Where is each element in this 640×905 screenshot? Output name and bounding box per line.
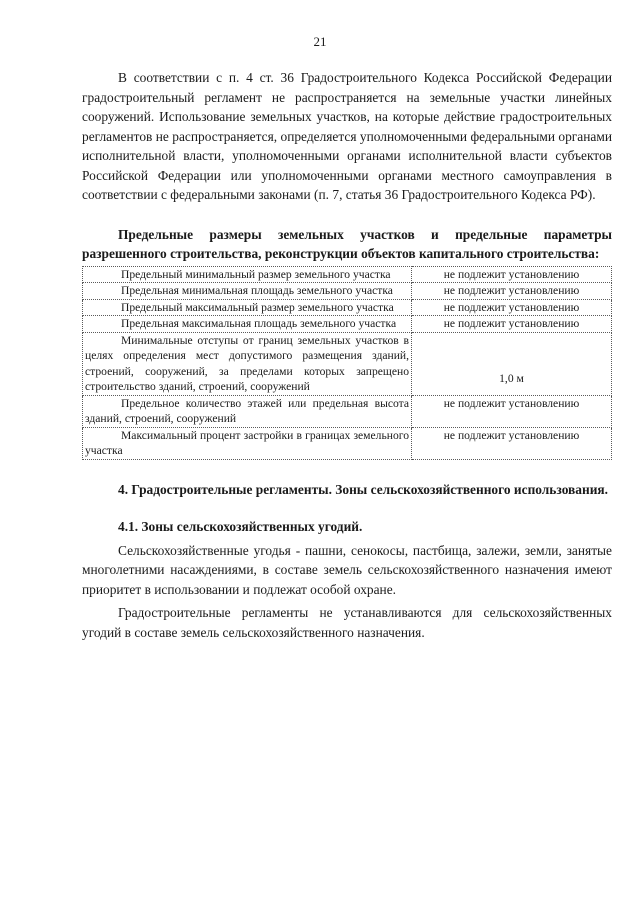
table-heading: Предельные размеры земельных участков и предельные параметры разрешенного строительства, реконструкции объектов капитального строительства: [82,226,612,261]
parameter-cell: Максимальный процент застройки в границах земельного участка [83,427,412,459]
parameter-cell: Предельное количество этажей или предельная высота зданий, строений, сооружений [83,395,412,427]
table-row [83,283,612,300]
table-row [83,266,612,283]
parameter-cell: Предельный минимальный размер земельного участка [83,266,412,283]
table-row [83,332,612,395]
value-cell: не подлежит установлению [412,395,612,427]
value-cell: не подлежит установлению [412,316,612,333]
regulations-paragraph: Градостроительные регламенты не устанавливаются для сельскохозяйственных угодий в составе земель сельскохозяйственного назначения. [82,605,612,640]
table-row [83,316,612,333]
parameter-cell: Минимальные отступы от границ земельных участков в целях определения мест допустимого размещения зданий, строений, сооружений, за пределами которых запрещено строительство зданий, строений, сооружений [83,332,412,395]
parameter-cell: Предельная минимальная площадь земельного участка [83,283,412,300]
value-cell: не подлежит установлению [412,283,612,300]
parameters-table [82,266,612,460]
parameter-cell: Предельный максимальный размер земельного участка [83,299,412,316]
value-cell: не подлежит установлению [412,266,612,283]
value-cell: не подлежит установлению [412,299,612,316]
table-row [83,395,612,427]
page-content [82,62,612,642]
value-cell: не подлежит установлению [412,427,612,459]
agricultural-land-paragraph: Сельскохозяйственные угодья - пашни, сенокосы, пастбища, залежи, земли, занятые многолетними насаждениями, в составе земель сельскохозяйственного назначения имеют приоритет в использовании и подлежат особой охране. [82,542,612,597]
page-number: 21 [313,34,327,49]
section-4-1-heading: 4.1. Зоны сельскохозяйственных угодий. [118,519,363,534]
section-4-heading: 4. Градостроительные регламенты. Зоны сельскохозяйственного использования. [118,481,609,497]
intro-paragraph: В соответствии с п. 4 ст. 36 Градостроительного Кодекса Российской Федерации градостроительный регламент не распространяется на земельные участки линейных сооружений. Использование земельных участков, на которые действие градостроительных регламентов не распространяется, определяется уполномоченными федеральными органами исполнительной власти, уполномоченными органами исполнительной власти субъектов Российской Федерации или уполномоченными органами местного самоуправления в соответствии с федеральными законами (п. 7, статья 36 Градостроительного Кодекса РФ). [82,70,612,202]
parameter-cell: Предельная максимальная площадь земельного участка [83,316,412,333]
table-row [83,427,612,459]
value-cell: 1,0 м [412,332,612,395]
table-row [83,299,612,316]
